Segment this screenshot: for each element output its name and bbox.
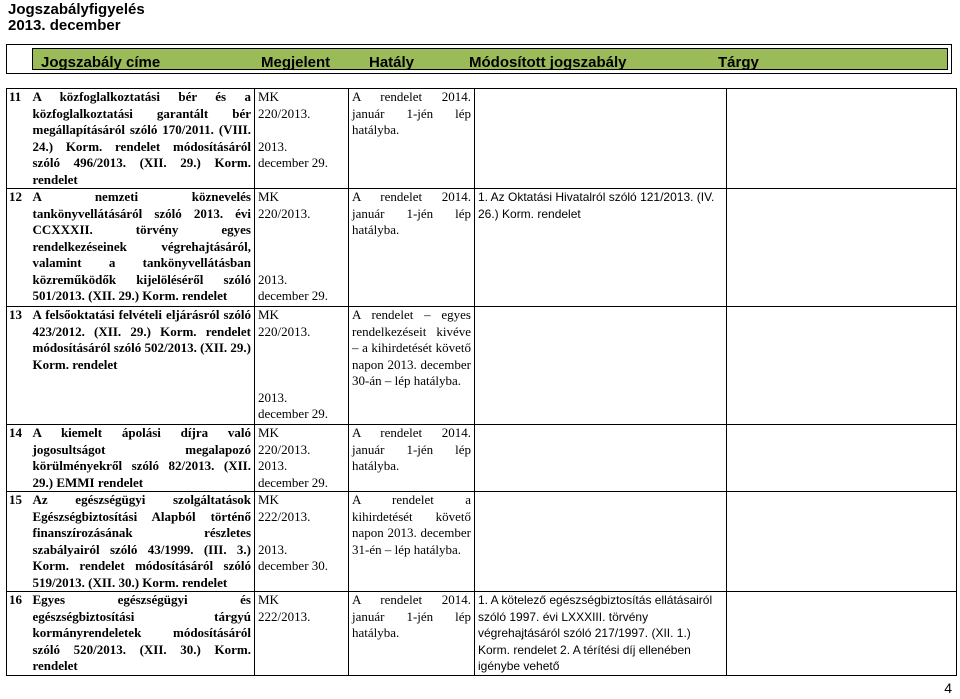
- published-cell: [255, 592, 349, 676]
- subject-cell: [727, 89, 957, 189]
- published-cell: [255, 89, 349, 189]
- regulation-title: A közfoglalkoztatási bér és a közfoglalkoztatási garantált bér megállapításáról szóló 170/2011. (VIII. 24.) Korm. rendelet módosításáról szóló 496/2013. (XII. 29.) Korm. rendelet: [33, 89, 255, 189]
- column-header: [32, 48, 948, 70]
- published-date: december 29.: [258, 155, 329, 170]
- column-header-bar: [6, 44, 952, 74]
- published-cell: [255, 492, 349, 592]
- published-gazette: MK: [258, 89, 279, 104]
- row-number: 15: [7, 492, 33, 592]
- subject-cell: [727, 425, 957, 492]
- published-issue: 220/2013.: [258, 323, 311, 339]
- regulation-title: A kiemelt ápolási díjra való jogosultságot megalapozó körülményekről szóló 82/2013. (XII. 29.) EMMI rendelet: [33, 425, 255, 492]
- published-year: 2013.: [258, 541, 288, 557]
- published-issue: 220/2013.: [258, 105, 311, 121]
- published-gazette: MK: [258, 592, 279, 607]
- published-year: [258, 642, 345, 659]
- published-year: 2013.: [258, 271, 288, 287]
- effect-cell: A rendelet 2014. január 1-jén lép hatályba.: [349, 425, 475, 492]
- effect-cell: A rendelet 2014. január 1-jén lép hatályba.: [349, 592, 475, 676]
- row-number: 12: [7, 189, 33, 307]
- published-gazette: MK: [258, 307, 279, 322]
- header-published: Megjelent: [261, 54, 331, 71]
- row-number: 14: [7, 425, 33, 492]
- published-year: 2013.: [258, 138, 288, 154]
- amended-regulation: [475, 425, 727, 492]
- published-date: [258, 658, 345, 675]
- published-year: 2013.: [258, 389, 288, 405]
- published-issue: 222/2013.: [258, 608, 311, 624]
- table-row: [7, 89, 957, 189]
- table-row: [7, 492, 957, 592]
- published-gazette: MK: [258, 425, 279, 440]
- row-number: 11: [7, 89, 33, 189]
- subject-cell: [727, 307, 957, 425]
- subject-cell: [727, 592, 957, 676]
- published-gazette: MK: [258, 189, 279, 204]
- published-cell: [255, 425, 349, 492]
- table-row: [7, 592, 957, 676]
- amended-regulation: [475, 89, 727, 189]
- amended-regulation: 1. A kötelező egészségbiztosítás ellátásairól szóló 1997. évi LXXXIII. törvény végrehajtásáról szóló 217/1997. (XII. 1.) Korm. rendelet 2. A térítési díj ellenében igénybe vehető: [475, 592, 727, 676]
- table-row: [7, 307, 957, 425]
- published-year: 2013.: [258, 458, 288, 473]
- table-row: [7, 425, 957, 492]
- published-cell: [255, 307, 349, 425]
- amended-regulation: [475, 307, 727, 425]
- published-issue: 220/2013.: [258, 205, 311, 221]
- row-number: 16: [7, 592, 33, 676]
- published-gazette: MK: [258, 492, 279, 507]
- published-issue: 222/2013.: [258, 508, 311, 524]
- published-date: december 30.: [258, 558, 329, 573]
- table-row: [7, 189, 957, 307]
- published-date: december 29.: [258, 288, 329, 303]
- amended-regulation: [475, 492, 727, 592]
- regulation-title: Az egészségügyi szolgáltatások Egészségbiztosítási Alapból történő finanszírozásának részletes szabályairól szóló 43/1999. (III. 3.) Korm. rendelet módosításáról szóló 519/2013. (XII. 30.) Korm. rendelet: [33, 492, 255, 592]
- legislation-table: [6, 88, 957, 676]
- header-effect: Hatály: [369, 54, 415, 71]
- row-number: 13: [7, 307, 33, 425]
- subject-cell: [727, 492, 957, 592]
- published-cell: [255, 189, 349, 307]
- effect-cell: A rendelet – egyes rendelkezéseit kivéve – a kihirdetését követő napon 2013. december 30-án – lép hatályba.: [349, 307, 475, 425]
- page-title: Jogszabályfigyelés: [8, 1, 145, 18]
- header-amended: Módosított jogszabály: [469, 54, 627, 71]
- effect-cell: A rendelet 2014. január 1-jén lép hatályba.: [349, 89, 475, 189]
- header-title: Jogszabály címe: [41, 54, 161, 71]
- header-subject: Tárgy: [718, 54, 759, 71]
- amended-regulation: 1. Az Oktatási Hivatalról szóló 121/2013. (IV. 26.) Korm. rendelet: [475, 189, 727, 307]
- regulation-title: Egyes egészségügyi és egészségbiztosítási tárgyú kormányrendeletek módosításáról szóló 520/2013. (XII. 30.) Korm. rendelet: [33, 592, 255, 676]
- published-date: december 29.: [258, 474, 329, 490]
- published-date: december 29.: [258, 406, 329, 421]
- regulation-title: A felsőoktatási felvételi eljárásról szóló 423/2012. (XII. 29.) Korm. rendelet módosításáról szóló 502/2013. (XII. 29.) Korm. rendelet: [33, 307, 255, 425]
- page-subtitle: 2013. december: [8, 17, 121, 34]
- subject-cell: [727, 189, 957, 307]
- published-issue: 220/2013.: [258, 441, 311, 457]
- effect-cell: A rendelet a kihirdetését követő napon 2013. december 31-én – lép hatályba.: [349, 492, 475, 592]
- page-number: 4: [944, 680, 952, 696]
- effect-cell: A rendelet 2014. január 1-jén lép hatályba.: [349, 189, 475, 307]
- regulation-title: A nemzeti köznevelés tankönyvellátásáról szóló 2013. évi CCXXXII. törvény egyes rendelkezéseinek végrehajtásáról, valamint a tankönyvellátásban közreműködők kijelöléséről szóló 501/2013. (XII. 29.) Korm. rendelet: [33, 189, 255, 307]
